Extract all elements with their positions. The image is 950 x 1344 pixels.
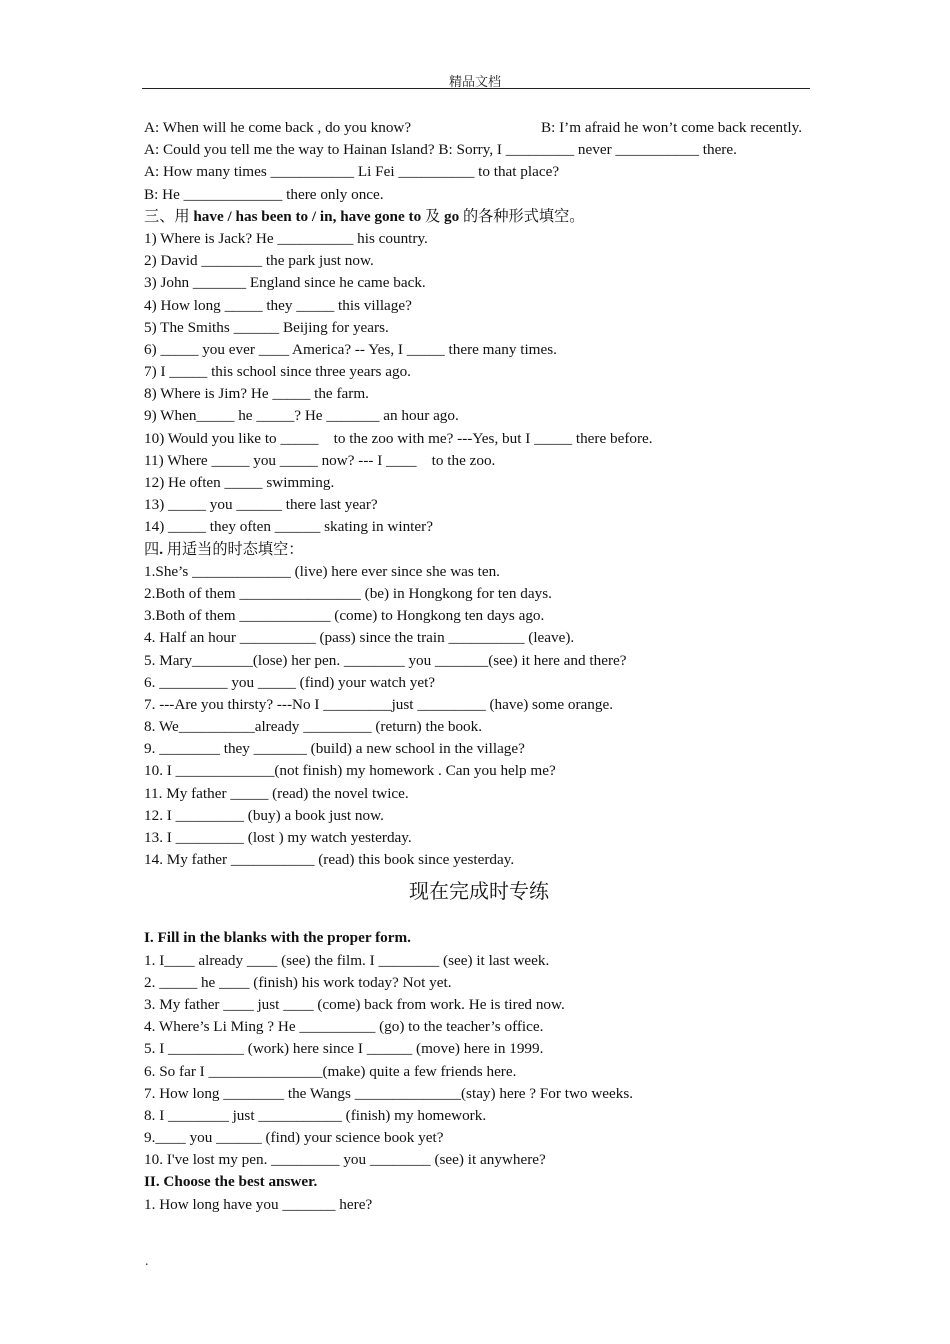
part-2-list [144,1194,814,1216]
section-3-heading-bold: go [443,207,460,225]
exercise-item: 1) Where is Jack? He __________ his country. [144,229,428,247]
exercise-item: 3) John _______ England since he came back. [144,274,426,292]
exercise-item: 2) David ________ the park just now. [144,252,374,270]
practice-title: 现在完成时专练 [409,881,549,904]
header-rule [142,88,810,89]
exercise-item: 7. ---Are you thirsty? ---No I _________just _________ (have) some orange. [144,695,614,713]
dialog-line-3: A: How many times ___________ Li Fei __________ to that place? [144,163,560,181]
exercise-item: 3. My father ____ just ____ (come) back from work. He is tired now. [144,995,565,1013]
exercise-item: 7) I _____ this school since three years ago. [144,363,411,381]
section-4-heading-bold: . [159,540,167,558]
exercise-item: 1.She’s _____________ (live) here ever since she was ten. [144,562,500,580]
exercise-item: 8) Where is Jim? He _____ the farm. [144,385,369,403]
section-3-heading-part: 及 [421,207,444,225]
dialog-line-1 [144,117,814,139]
exercise-item: 8. We__________already _________ (return) the book. [144,718,483,736]
exercise-item: 13. I _________ (lost ) my watch yesterday. [144,829,412,846]
section-3-heading-part: 三、用 [144,207,194,225]
section-4-heading [144,539,814,561]
section-3-heading-part: 的各种形式填空。 [459,207,585,225]
exercise-item: 5. I __________ (work) here since I ______ (move) here in 1999. [144,1040,544,1058]
section-4-list [144,561,814,872]
exercise-item: 11. My father _____ (read) the novel twice. [144,784,409,802]
exercise-item: 10. I've lost my pen. _________ you ________ (see) it anywhere? [144,1151,546,1169]
exercise-item: 6. So far I _______________(make) quite a few friends here. [144,1062,517,1080]
footer-mark: . [145,1254,149,1269]
exercise-item: 6. _________ you _____ (find) your watch yet? [144,673,436,691]
exercise-item: 4) How long _____ they _____ this village? [144,296,412,314]
exercise-item: 7. How long ________ the Wangs ______________(stay) here ? For two weeks. [144,1084,634,1102]
section-4-heading-part: 用适当的时态填空： [166,540,304,558]
exercise-item: 2. _____ he ____ (finish) his work today? Not yet. [144,973,452,991]
dialog-line-1-left: A: When will he come back , do you know? [144,119,412,136]
exercise-item: 12. I _________ (buy) a book just now. [144,806,384,824]
exercise-item: 4. Half an hour __________ (pass) since the train __________ (leave). [144,629,575,647]
section-3-heading-bold: have / has been to / in, have gone to [193,207,422,225]
exercise-item: 3.Both of them ____________ (come) to Hongkong ten days ago. [144,607,545,625]
dialog-line-4: B: He _____________ there only once. [144,185,384,203]
page-header-title: 精品文档 [448,74,501,89]
exercise-item: 14) _____ they often ______ skating in winter? [144,518,433,536]
exercise-item: 12) He often _____ swimming. [144,474,335,491]
section-3-heading [144,206,814,228]
dialog-line-1-right: B: I’m afraid he won’t come back recently. [540,119,802,136]
part-2-heading: II. Choose the best answer. [144,1173,318,1191]
section-4-heading-part: 四 [144,540,160,558]
exercise-item: 10) Would you like to _____ to the zoo with me? ---Yes, but I _____ there before. [144,429,653,447]
exercise-item: 8. I ________ just ___________ (finish) my homework. [144,1106,487,1124]
exercise-item: 6) _____ you ever ____ America? -- Yes, I _____ there many times. [144,340,557,358]
section-3-list [144,228,814,539]
document-content [144,117,814,1216]
exercise-item: 9. ________ they _______ (build) a new school in the village? [144,740,525,758]
part-1-heading: I. Fill in the blanks with the proper form. [144,929,411,947]
exercise-item: 11) Where _____ you _____ now? --- I ____ to the zoo. [144,451,496,469]
exercise-item: 4. Where’s Li Ming ? He __________ (go) to the teacher’s office. [144,1018,544,1036]
exercise-item: 2.Both of them ________________ (be) in Hongkong for ten days. [144,584,552,602]
exercise-item: 10. I _____________(not finish) my homework . Can you help me? [144,762,556,780]
exercise-item: 9.____ you ______ (find) your science book yet? [144,1129,444,1147]
part-1-list [144,950,814,1172]
exercise-item: 5) The Smiths ______ Beijing for years. [144,318,389,336]
exercise-item: 13) _____ you ______ there last year? [144,496,378,514]
exercise-item: 9) When_____ he _____? He _______ an hour ago. [144,407,459,425]
exercise-item: 5. Mary________(lose) her pen. ________ you _______(see) it here and there? [144,651,627,669]
exercise-item: 1. I____ already ____ (see) the film. I ________ (see) it last week. [144,951,550,969]
dialog-line-2: A: Could you tell me the way to Hainan Island? B: Sorry, I _________ never ___________ there. [144,141,737,159]
exercise-item: 1. How long have you _______ here? [144,1195,373,1213]
exercise-item: 14. My father ___________ (read) this book since yesterday. [144,851,515,869]
